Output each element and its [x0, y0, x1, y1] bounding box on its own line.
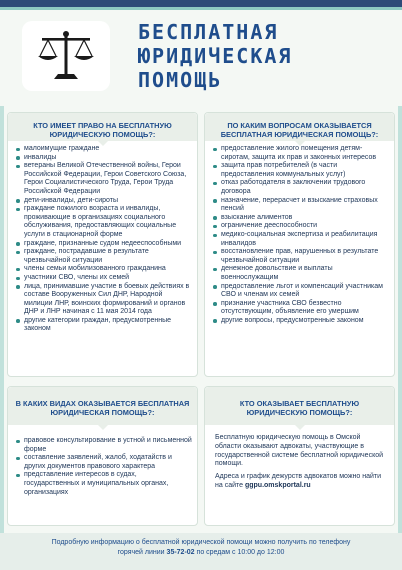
- questions-heading-text: ПО КАКИМ ВОПРОСАМ ОКАЗЫВАЕТСЯ БЕСПЛАТНАЯ ЮРИДИЧЕСКАЯ ПОМОЩЬ?:: [220, 121, 379, 139]
- kinds-list: [15, 437, 192, 497]
- right-decor-stripe: [398, 106, 402, 533]
- list-item: граждане, пострадавшие в результате чрезвычайной ситуации: [15, 248, 192, 265]
- provider-site-text: Адреса и график дежурств адвокатов можно найти на сайте: [215, 473, 382, 489]
- list-item: ограничение дееспособности: [212, 222, 389, 231]
- who-heading: [8, 113, 197, 141]
- page-title: [138, 20, 388, 92]
- provider-panel: [204, 386, 395, 526]
- title-line-1: БЕСПЛАТНАЯ: [138, 20, 279, 44]
- questions-heading: [205, 113, 394, 141]
- header: [0, 0, 402, 106]
- list-item: отказ работодателя в заключении трудового договора: [212, 179, 389, 196]
- provider-site-link[interactable]: ggpu.omskportal.ru: [244, 481, 311, 489]
- provider-heading-text: КТО ОКАЗЫВАЕТ БЕСПЛАТНУЮ ЮРИДИЧЕСКУЮ ПОМОЩЬ?:: [239, 399, 360, 417]
- list-item: составление заявлений, жалоб, ходатайств и других документов правового характера: [15, 454, 192, 471]
- header-top-band: [0, 0, 402, 7]
- list-item: предоставление жилого помещения детям-сиротам, защита их прав и законных интересов: [212, 145, 389, 162]
- header-accent-band: [0, 7, 402, 10]
- kinds-heading: [8, 387, 197, 425]
- footer-line-1: Подробную информацию о бесплатной юридической помощи можно получить по телефону: [51, 539, 351, 546]
- provider-text: Бесплатную юридическую помощь в Омской области оказывают адвокаты, участвующие в государственной системе бесплатной юридической помощи.: [215, 434, 384, 468]
- title-line-3: ПОМОЩЬ: [138, 68, 223, 92]
- list-item: денежное довольствие и выплаты военнослужащим: [212, 265, 389, 282]
- list-item: другие вопросы, предусмотренные законом: [212, 317, 389, 326]
- who-panel: [7, 112, 198, 377]
- scales-of-justice-icon: [22, 21, 110, 91]
- footer-line-2: [0, 548, 402, 558]
- left-decor-stripe: [0, 106, 4, 533]
- title-line-2: ЮРИДИЧЕСКАЯ: [138, 44, 293, 68]
- provider-heading: [205, 387, 394, 425]
- list-item: защита прав потребителей (в части предоставления коммунальных услуг): [212, 162, 389, 179]
- list-item: взыскание алиментов: [212, 214, 389, 223]
- list-item: медико-социальная экспертиза и реабилитация инвалидов: [212, 231, 389, 248]
- heading-notch: [295, 425, 305, 430]
- list-item: признание участника СВО безвестно отсутствующим, объявление его умершим: [212, 300, 389, 317]
- who-heading-text: КТО ИМЕЕТ ПРАВО НА БЕСПЛАТНУЮ ЮРИДИЧЕСКУЮ ПОМОЩЬ?:: [33, 121, 172, 139]
- list-item: участники СВО, члены их семей: [15, 274, 192, 283]
- list-item: другие категории граждан, предусмотренные законом: [15, 317, 192, 334]
- list-item: предоставление льгот и компенсаций участникам СВО и членам их семей: [212, 283, 389, 300]
- list-item: малоимущие граждане: [15, 145, 192, 154]
- list-item: дети-инвалиды, дети-сироты: [15, 197, 192, 206]
- list-item: лица, принимавшие участие в боевых действиях в составе Вооруженных Сил ДНР, Народной милиции ЛНР, воинских формирований и органов ДНР и ЛНР начиная с 11 мая 2014 года: [15, 283, 192, 317]
- list-item: правовое консультирование в устной и письменной форме: [15, 437, 192, 454]
- list-item: ветераны Великой Отечественной войны, Герои Российской Федерации, Герои Советского Союза, Герои Социалистического Труда, Герои Труда Российской Федерации: [15, 162, 192, 196]
- heading-notch: [98, 425, 108, 430]
- list-item: граждане пожилого возраста и инвалиды, проживающие в организациях социального обслуживания, предоставляющих социальные услуги в стационарной форме: [15, 205, 192, 239]
- who-list: [15, 145, 192, 334]
- kinds-panel: [7, 386, 198, 526]
- questions-list: [212, 145, 389, 325]
- footer-hotline-label: горячей линии: [117, 549, 165, 556]
- provider-site-info: [215, 473, 386, 491]
- footer-schedule: по средам с 10:00 до 12:00: [196, 549, 285, 556]
- footer-phone[interactable]: 35-72-02: [166, 549, 195, 556]
- list-item: назначение, перерасчет и взыскание страховых пенсий: [212, 197, 389, 214]
- list-item: инвалиды: [15, 154, 192, 163]
- list-item: представление интересов в судах, государственных и муниципальных органах, организациях: [15, 471, 192, 497]
- kinds-heading-text: В КАКИХ ВИДАХ ОКАЗЫВАЕТСЯ БЕСПЛАТНАЯ ЮРИДИЧЕСКАЯ ПОМОЩЬ?:: [15, 399, 190, 417]
- list-item: члены семьи мобилизованного гражданина: [15, 265, 192, 274]
- list-item: граждане, признанные судом недееспособными: [15, 240, 192, 249]
- footer: [0, 533, 402, 570]
- list-item: восстановление прав, нарушенных в результате чрезвычайной ситуации: [212, 248, 389, 265]
- questions-panel: [204, 112, 395, 377]
